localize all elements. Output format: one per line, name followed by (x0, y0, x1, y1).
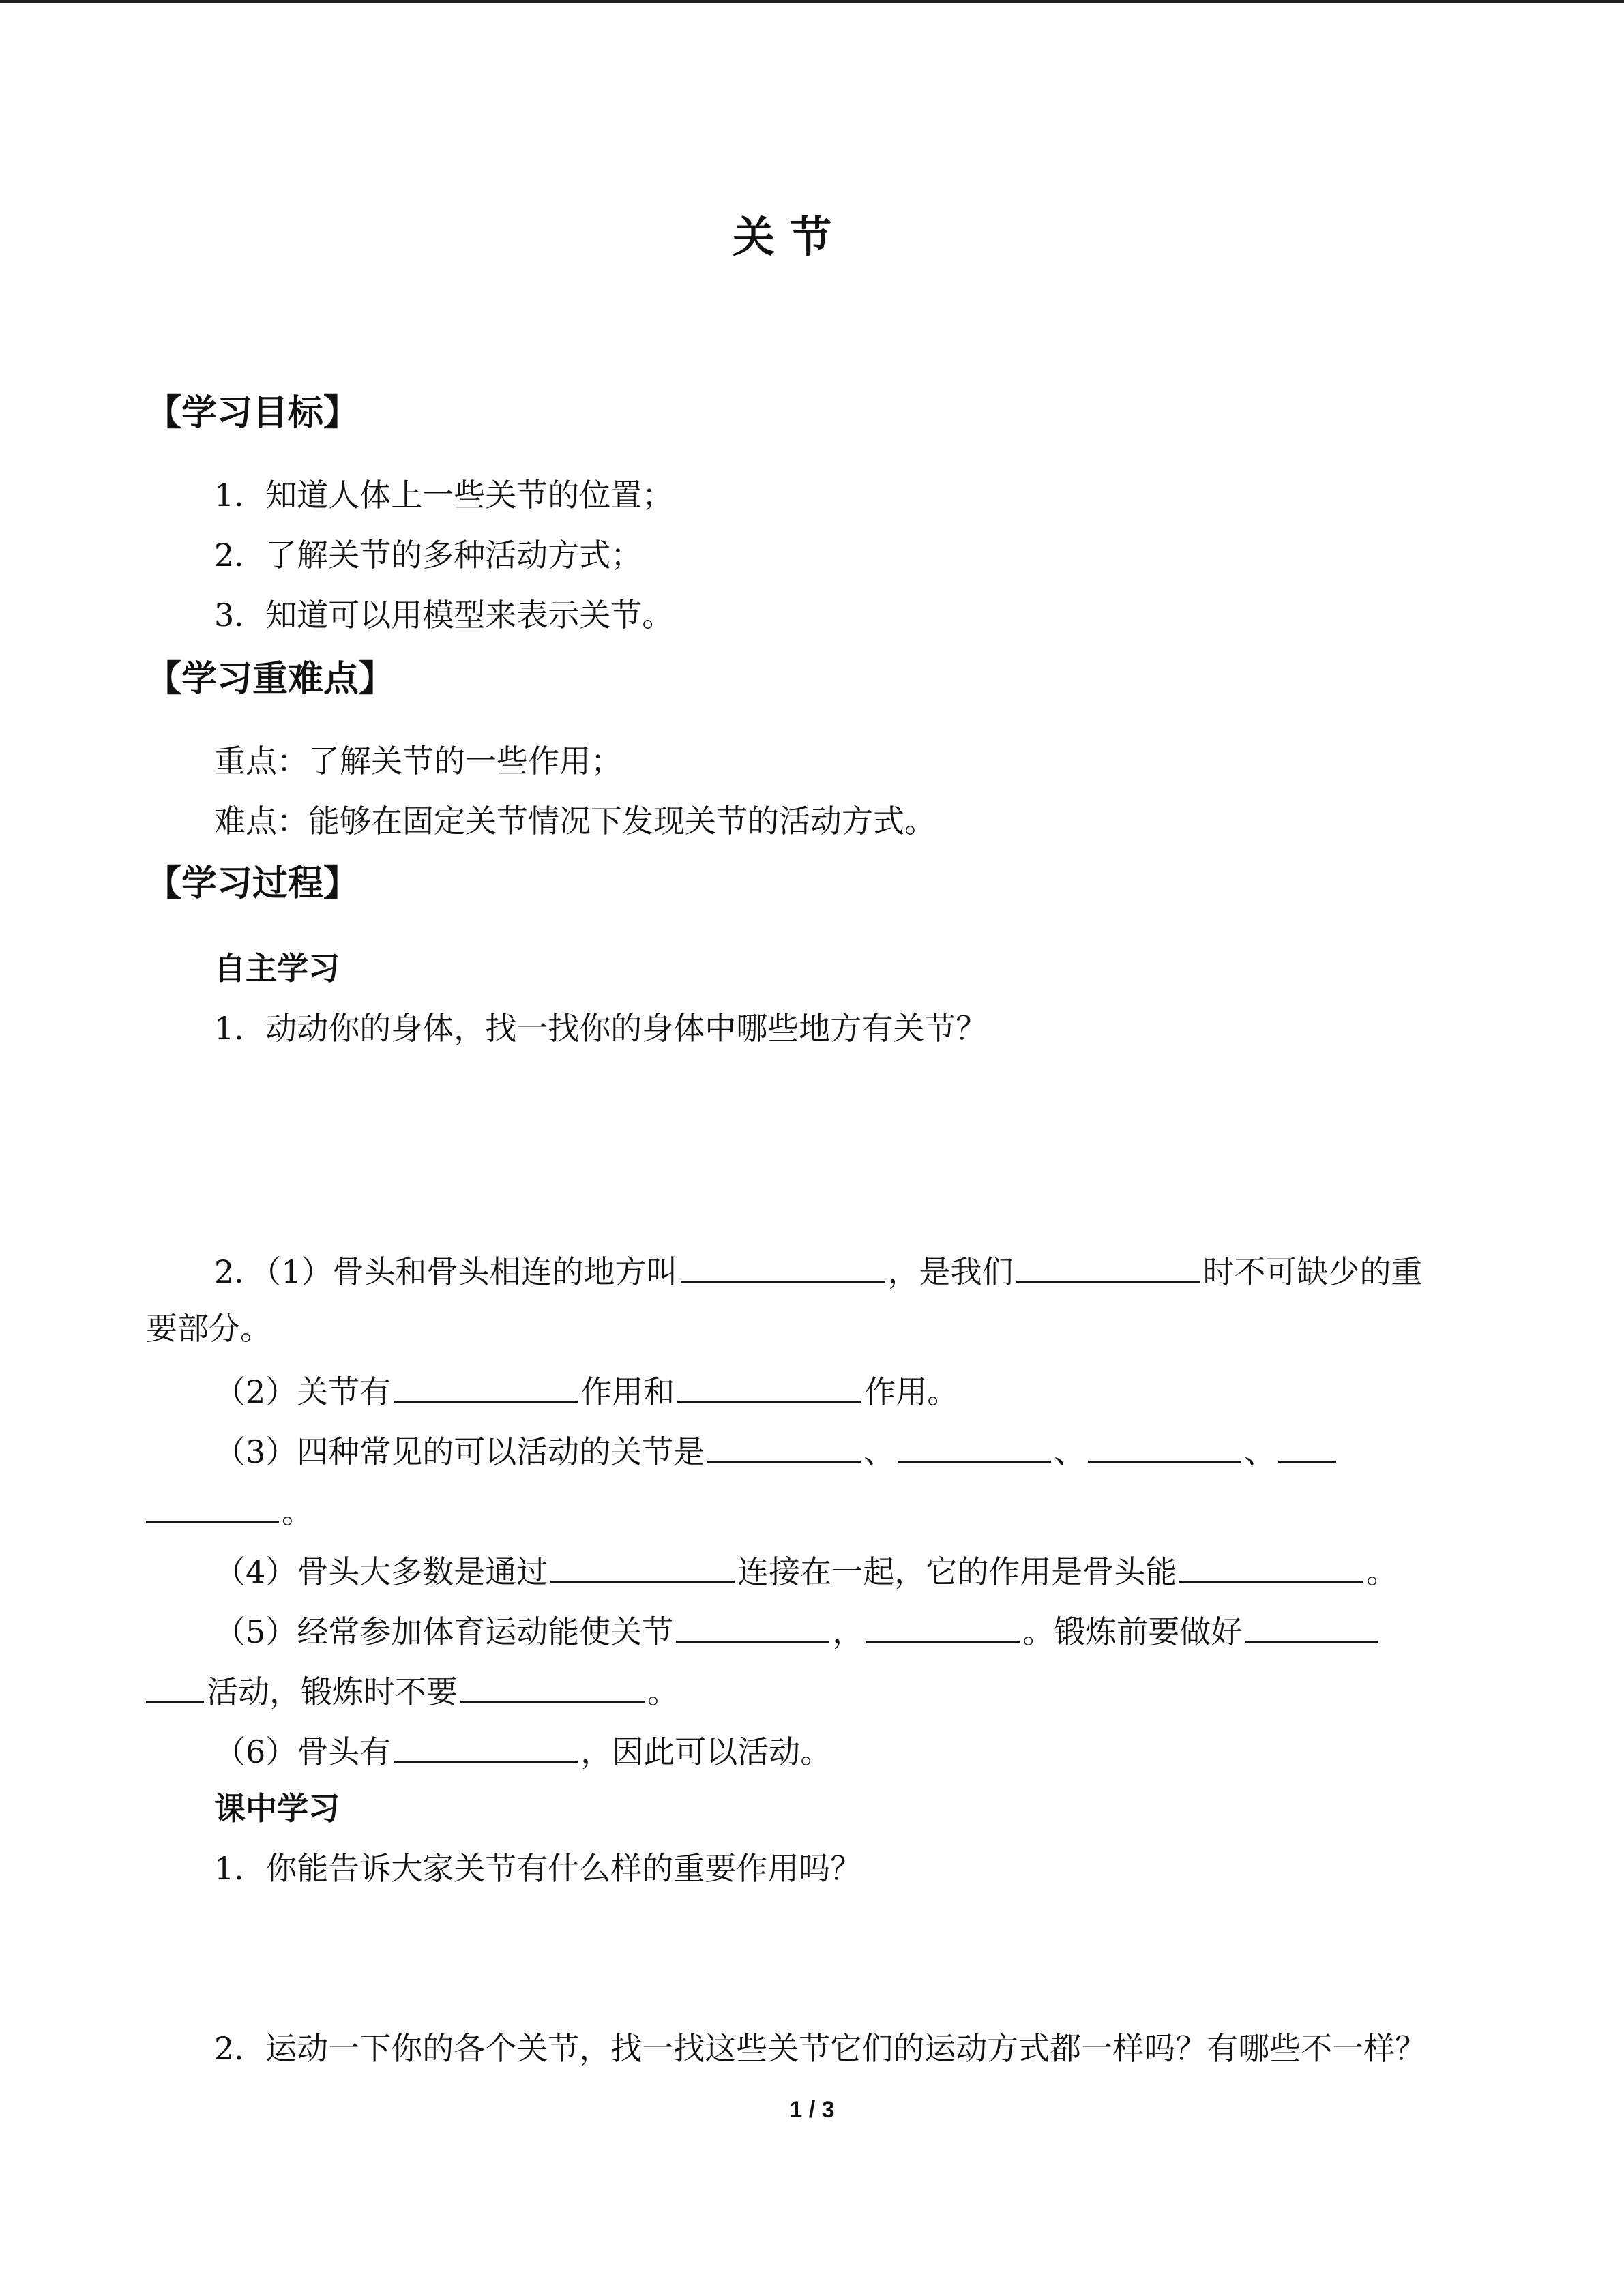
q2-5-text-a: （5）经常参加体育运动能使关节 (214, 1613, 674, 1650)
answer-blank[interactable] (1088, 1428, 1241, 1463)
focus-text: 重点：了解关节的一些作用； (214, 743, 622, 779)
answer-blank[interactable] (676, 1608, 829, 1643)
q2-3-sep: 、 (1054, 1433, 1086, 1470)
q2-4-text-c: 。 (1366, 1553, 1398, 1590)
answer-blank[interactable] (681, 1248, 885, 1283)
key-points-heading: 【学习重难点】 (146, 659, 395, 700)
difficulty-text: 难点：能够在固定关节情况下发现关节的活动方式。 (214, 803, 936, 839)
page-title: 关 节 (733, 212, 832, 262)
answer-blank[interactable] (866, 1608, 1020, 1643)
q2-5-text-c: 。锻炼前要做好 (1022, 1613, 1243, 1650)
q2-4-text-a: （4）骨头大多数是通过 (214, 1553, 548, 1590)
answer-blank[interactable] (1245, 1608, 1378, 1643)
q2-6-text-a: （6）骨头有 (214, 1733, 392, 1770)
answer-blank[interactable] (707, 1428, 861, 1463)
self-study-q2-2 (214, 1368, 958, 1412)
q2-1-text-b: ，是我们 (887, 1253, 1014, 1290)
self-study-q2-1 (214, 1248, 1423, 1292)
process-heading: 【学习过程】 (146, 863, 359, 904)
self-study-q2-6 (214, 1728, 831, 1772)
q2-1-text-c: 时不可缺少的重 (1202, 1253, 1423, 1290)
answer-blank[interactable] (146, 1668, 204, 1703)
q2-2-text-b: 作用和 (580, 1373, 675, 1410)
answer-blank[interactable] (550, 1548, 735, 1583)
page-number: 1 / 3 (789, 2097, 835, 2123)
q2-5-text-d: 活动，锻炼时不要 (207, 1673, 458, 1710)
q2-3-sep: 、 (863, 1433, 896, 1470)
self-study-q2-3-cont (146, 1488, 313, 1532)
self-study-q2-5-cont (146, 1668, 679, 1712)
self-study-heading: 自主学习 (214, 950, 340, 987)
q2-6-text-b: ，因此可以活动。 (580, 1733, 832, 1770)
q2-2-text-a: （2）关节有 (214, 1373, 392, 1410)
goal-item-1: 1．知道人体上一些关节的位置； (214, 477, 674, 513)
answer-blank[interactable] (460, 1668, 645, 1703)
q2-3-text-a: （3）四种常见的可以活动的关节是 (214, 1433, 705, 1470)
q2-5-text-e: 。 (647, 1673, 679, 1710)
answer-blank[interactable] (1016, 1248, 1200, 1283)
self-study-q2-5 (214, 1608, 1381, 1652)
class-study-q1: 1．你能告诉大家关节有什么样的重要作用吗？ (214, 1850, 862, 1887)
answer-blank[interactable] (1179, 1548, 1363, 1583)
answer-blank[interactable] (677, 1368, 861, 1403)
top-border (0, 0, 1624, 3)
self-study-q2-4 (214, 1548, 1398, 1592)
q2-2-text-c: 作用。 (864, 1373, 959, 1410)
answer-blank[interactable] (146, 1488, 279, 1523)
q2-3-end: 。 (282, 1493, 313, 1530)
goal-item-3: 3．知道可以用模型来表示关节。 (214, 597, 674, 633)
q2-1-text-d: 要部分。 (146, 1310, 271, 1347)
class-study-heading: 课中学习 (214, 1790, 340, 1827)
answer-blank[interactable] (1278, 1428, 1336, 1463)
q2-4-text-b: 连接在一起，它的作用是骨头能 (737, 1553, 1177, 1590)
self-study-q2-3 (214, 1428, 1339, 1472)
q2-3-sep: 、 (1244, 1433, 1276, 1470)
self-study-q1: 1．动动你的身体，找一找你的身体中哪些地方有关节？ (214, 1010, 988, 1047)
answer-blank[interactable] (898, 1428, 1051, 1463)
q2-1-text-a: 2．（1）骨头和骨头相连的地方叫 (214, 1253, 678, 1290)
q2-5-text-b: ， (832, 1613, 864, 1650)
answer-blank[interactable] (394, 1728, 578, 1763)
answer-blank[interactable] (394, 1368, 578, 1403)
class-study-q2: 2．运动一下你的各个关节，找一找这些关节它们的运动方式都一样吗？有哪些不一样？ (214, 2030, 1427, 2067)
goal-item-2: 2．了解关节的多种活动方式； (214, 537, 643, 573)
goals-heading: 【学习目标】 (146, 393, 359, 434)
